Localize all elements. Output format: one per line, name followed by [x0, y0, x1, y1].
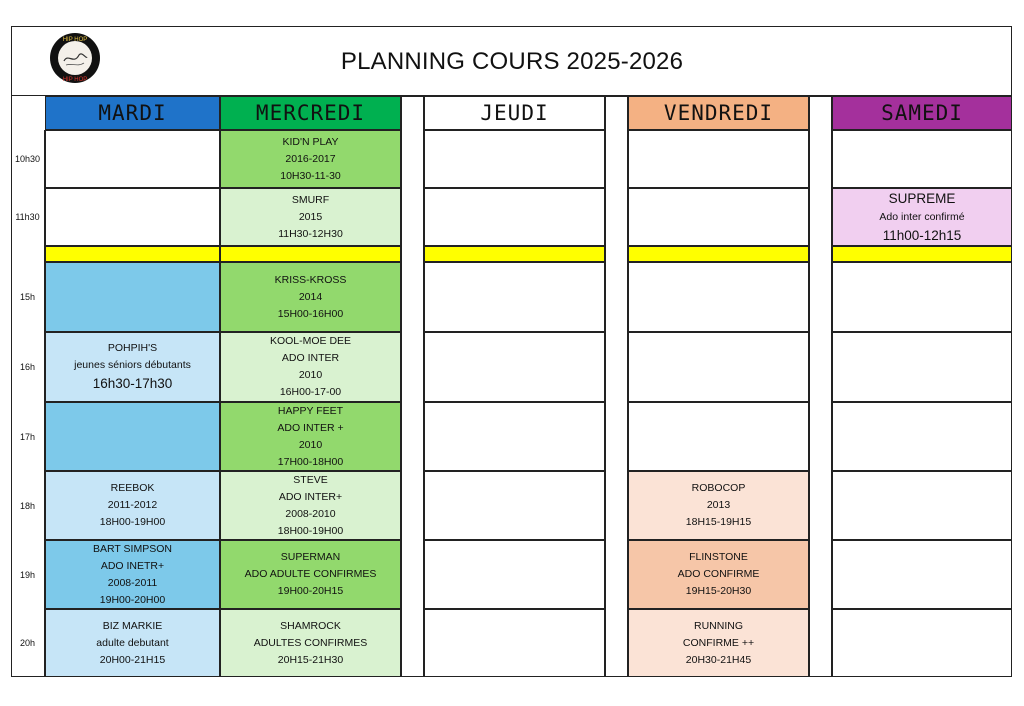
class-level: adulte debutant — [96, 636, 169, 649]
slot-vendredi-17 — [628, 402, 809, 471]
class-running — [628, 609, 809, 677]
class-time: 15H00-16H00 — [277, 307, 344, 320]
time-label-1130: 11h30 — [11, 188, 45, 246]
day-header-samedi: SAMEDI — [832, 96, 1012, 130]
slot-jeudi-17 — [424, 402, 605, 471]
class-shamrock — [220, 609, 401, 677]
slot-samedi-18 — [832, 471, 1012, 540]
slot-jeudi-20 — [424, 609, 605, 677]
class-years: 2011-2012 — [107, 499, 158, 511]
class-level: ADO INETR+ — [100, 559, 165, 572]
day-header-mercredi: MERCREDI — [220, 96, 401, 130]
slot-samedi-20 — [832, 609, 1012, 677]
slot-jeudi-16 — [424, 332, 605, 402]
day-header-jeudi: JEUDI — [424, 96, 605, 130]
class-name: SUPERMAN — [280, 551, 341, 563]
class-level: ADO INTER+ — [278, 490, 343, 503]
slot-mardi-1030 — [45, 130, 220, 188]
slot-samedi-17 — [832, 402, 1012, 471]
class-reebok — [45, 471, 220, 540]
class-supreme — [832, 188, 1012, 246]
class-name: KRISS-KROSS — [274, 273, 347, 286]
class-level: Ado inter confirmé — [879, 210, 965, 223]
class-name: SUPREME — [888, 190, 956, 206]
separator-mardi — [45, 246, 220, 262]
slot-vendredi-1030 — [628, 130, 809, 188]
slot-jeudi-1130 — [424, 188, 605, 246]
class-time: 18H00-19H00 — [277, 524, 344, 537]
class-flinstone — [628, 540, 809, 609]
class-time: 18H15-19H15 — [685, 516, 752, 528]
day-header-vendredi: VENDREDI — [628, 96, 809, 130]
time-label-15: 15h — [11, 262, 45, 332]
class-time: 17H00-18H00 — [277, 455, 344, 468]
class-name: KID'N PLAY — [282, 135, 339, 148]
time-label-18: 18h — [11, 471, 45, 540]
class-years: 2013 — [706, 499, 731, 511]
class-time: 19H15-20H30 — [685, 585, 752, 597]
class-name: ROBOCOP — [691, 482, 746, 494]
class-name: KOOL-MOE DEE — [269, 335, 352, 347]
slot-mardi-1130 — [45, 188, 220, 246]
time-label-20: 20h — [11, 609, 45, 677]
gap-column-3 — [809, 96, 832, 677]
class-bart-simpson — [45, 540, 220, 609]
class-time: 16H00-17-00 — [279, 386, 342, 398]
class-level: ADO INTER — [281, 352, 340, 364]
gap-column-1 — [401, 96, 424, 677]
class-level: CONFIRME ++ — [682, 636, 755, 649]
slot-jeudi-19 — [424, 540, 605, 609]
class-time: 19H00-20H00 — [99, 593, 166, 606]
class-name: POHPIH'S — [107, 342, 158, 354]
class-name: BIZ MARKIE — [102, 619, 163, 632]
class-robocop — [628, 471, 809, 540]
slot-mardi-15 — [45, 262, 220, 332]
separator-samedi — [832, 246, 1012, 262]
class-name: RUNNING — [694, 619, 743, 632]
class-years: 2008-2010 — [285, 507, 336, 520]
class-time: 19H00-20H15 — [277, 585, 344, 597]
slot-samedi-15 — [832, 262, 1012, 332]
class-level: ADO ADULTE CONFIRMES — [244, 568, 377, 580]
class-name: REEBOK — [110, 482, 155, 494]
time-label-1030: 10h30 — [11, 130, 45, 188]
class-years: 2010 — [298, 438, 323, 451]
class-name: FLINSTONE — [689, 551, 748, 563]
class-time: 11H30-12H30 — [278, 227, 343, 240]
class-time: 20H00-21H15 — [99, 653, 166, 666]
day-header-mardi: MARDI — [45, 96, 220, 130]
class-name: BART SIMPSON — [93, 542, 172, 555]
class-name: SHAMROCK — [280, 619, 341, 632]
slot-jeudi-15 — [424, 262, 605, 332]
time-label-17: 17h — [11, 402, 45, 471]
class-level: jeunes séniors débutants — [74, 359, 191, 371]
time-label-16: 16h — [11, 332, 45, 402]
class-name: SMURF — [291, 193, 330, 206]
class-time: 16h30-17h30 — [92, 376, 173, 391]
slot-mardi-17 — [45, 402, 220, 471]
svg-text:HIP HOP: HIP HOP — [62, 37, 88, 43]
slot-jeudi-18 — [424, 471, 605, 540]
class-time: 20H30-21H45 — [685, 653, 752, 666]
class-years: 2010 — [298, 369, 323, 381]
slot-vendredi-16 — [628, 332, 809, 402]
time-label-gap — [11, 246, 45, 262]
class-time: 18H00-19H00 — [99, 516, 166, 528]
class-level: ADO CONFIRME — [677, 568, 760, 580]
slot-samedi-16 — [832, 332, 1012, 402]
slot-jeudi-1030 — [424, 130, 605, 188]
class-time: 20H15-21H30 — [277, 653, 344, 666]
class-kid-n-play — [220, 130, 401, 188]
class-smurf — [220, 188, 401, 246]
page-title: PLANNING COURS 2025-2026 — [340, 48, 684, 75]
slot-vendredi-15 — [628, 262, 809, 332]
class-biz-markie — [45, 609, 220, 677]
class-level: ADO INTER + — [277, 421, 344, 434]
class-kriss-kross — [220, 262, 401, 332]
separator-mercredi — [220, 246, 401, 262]
class-name: STEVE — [293, 473, 328, 486]
class-pohpihs — [45, 332, 220, 402]
class-kool-moe-dee — [220, 332, 401, 402]
class-name: HAPPY FEET — [277, 404, 344, 417]
time-label-19: 19h — [11, 540, 45, 609]
class-happy-feet — [220, 402, 401, 471]
class-time: 11h00-12h15 — [882, 227, 962, 243]
slot-vendredi-1130 — [628, 188, 809, 246]
class-steve — [220, 471, 401, 540]
class-years: 2015 — [298, 210, 323, 223]
class-time: 10H30-11-30 — [280, 169, 341, 182]
class-years: 2014 — [298, 290, 323, 303]
gap-column-2 — [605, 96, 628, 677]
class-superman — [220, 540, 401, 609]
separator-vendredi — [628, 246, 809, 262]
svg-text:HIP HOP: HIP HOP — [62, 77, 88, 83]
separator-jeudi — [424, 246, 605, 262]
slot-samedi-19 — [832, 540, 1012, 609]
class-years: 2016-2017 — [285, 152, 336, 165]
slot-samedi-1030 — [832, 130, 1012, 188]
class-years: 2008-2011 — [107, 576, 158, 589]
class-level: ADULTES CONFIRMES — [253, 636, 368, 649]
